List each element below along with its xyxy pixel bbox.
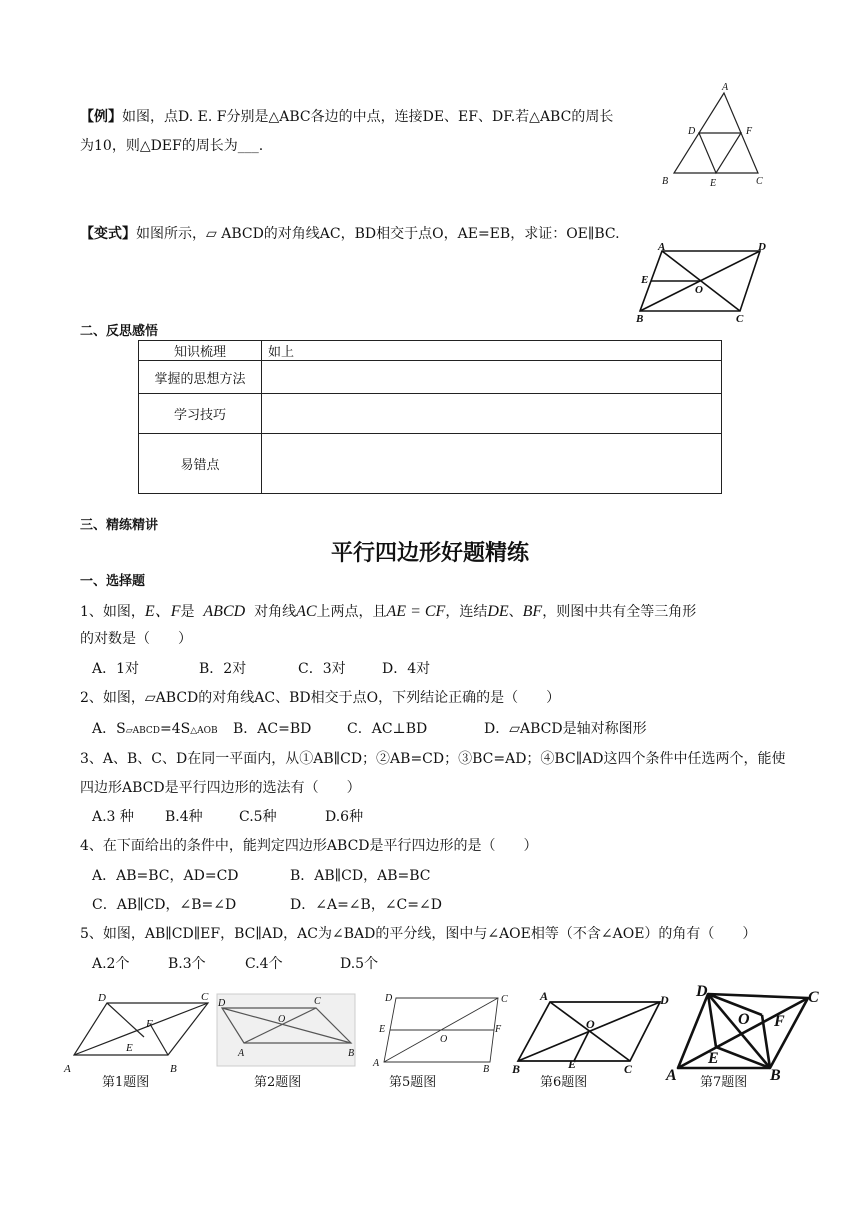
f6-label-c: C (624, 1062, 633, 1076)
f6-label-b: B (512, 1062, 521, 1076)
table-row (139, 341, 722, 361)
var-label-b: B (636, 313, 644, 325)
f5-label-a: A (373, 1058, 380, 1069)
f5-label-c: C (501, 994, 508, 1005)
table-value: 如上 (262, 341, 722, 361)
table-key: 易错点 (139, 434, 262, 494)
table-row (139, 434, 722, 494)
f1-label-a: A (64, 1063, 71, 1075)
f1-label-f: F (146, 1018, 153, 1030)
tri-label-e: E (710, 178, 717, 189)
f6-label-d: D (660, 993, 669, 1007)
q2-opt-a-sub: △AOB (190, 726, 218, 736)
table-key: 学习技巧 (139, 394, 262, 434)
table-value (262, 361, 722, 394)
f2-label-a: A (238, 1048, 245, 1059)
q1-option-c: C．3对 (298, 661, 346, 677)
tri-label-f: F (746, 126, 753, 137)
q2-opt-a-sub: ▱ABCD (125, 726, 161, 736)
fig7-caption: 第7题图 (700, 1075, 748, 1090)
f5-label-b: B (483, 1064, 490, 1075)
var-label-e: E (641, 274, 649, 286)
fig6-caption: 第6题图 (540, 1075, 588, 1090)
section2-heading: 二、反思感悟 (80, 324, 159, 339)
f1-label-d: D (98, 992, 106, 1004)
variant-text: 如图所示，▱ ABCD的对角线AC，BD相交于点O，AE=EB，求证：OE∥BC. (136, 226, 620, 242)
f1-label-b: B (170, 1063, 177, 1075)
f2-label-c: C (314, 996, 321, 1007)
q5-option-a: A.2个 (92, 956, 130, 972)
f7-label-o: O (738, 1011, 750, 1028)
example-text-1: 如图，点D. E. F分别是△ABC各边的中点，连接DE、EF、DF.若△ABC的周长 (122, 109, 614, 125)
f7-label-c: C (808, 989, 819, 1006)
q4-option-a: A．AB=BC，AD=CD (92, 868, 239, 884)
f2-label-d: D (218, 998, 226, 1009)
q1-var: AE = CF (386, 603, 446, 620)
q1-var: BF (522, 603, 543, 620)
var-label-d: D (758, 241, 766, 253)
q2-option-d: D．▱ABCD是轴对称图形 (484, 721, 647, 737)
f1-label-e: E (126, 1042, 133, 1054)
q3-option-c: C.5种 (239, 809, 277, 825)
q5-option-b: B.3个 (168, 956, 206, 972)
f6-label-a: A (540, 989, 549, 1003)
fig1-caption: 第1题图 (102, 1075, 150, 1090)
q1-text: 是 (180, 604, 195, 620)
q1-text: 对角线 (254, 604, 297, 620)
table-row (139, 394, 722, 434)
table-key: 掌握的思想方法 (139, 361, 262, 394)
q1-option-a: A．1对 (92, 661, 140, 677)
q2-option-b: B．AC=BD (233, 721, 312, 737)
tri-label-c: C (756, 176, 763, 187)
q2-option-c: C．AC⊥BD (347, 721, 428, 737)
f5-label-o: O (440, 1034, 448, 1045)
table-key: 知识梳理 (139, 341, 262, 361)
example-line-1 (80, 106, 613, 126)
example-tag: 【例】 (80, 109, 122, 125)
f7-label-f: F (774, 1013, 785, 1030)
fig6-diagram (510, 988, 680, 1074)
q4-question: 4、在下面给出的条件中，能判定四边形ABCD是平行四边形的是（ ） (80, 838, 538, 854)
q1-var: DE (487, 603, 509, 620)
f5-label-e: E (379, 1024, 386, 1035)
q1-option-d: D．4对 (382, 661, 431, 677)
q3-option-a: A.3 种 (92, 809, 134, 825)
q1-line-1 (80, 598, 696, 621)
q2-opt-a-text: =4S (160, 721, 191, 737)
f6-label-e: E (568, 1057, 577, 1071)
q4-option-d: D．∠A=∠B，∠C=∠D (290, 897, 442, 913)
q1-var: AC (296, 603, 317, 620)
triangle-figure (660, 80, 770, 190)
q1-text: 上两点，且 (316, 604, 387, 620)
q1-text: 1、如图， (80, 604, 145, 620)
q1-text: ，连结 (445, 604, 488, 620)
tri-label-b: B (662, 176, 669, 187)
f7-label-a: A (666, 1067, 677, 1084)
q1-option-b: B．2对 (199, 661, 247, 677)
q2-opt-a-text: A．S (92, 721, 126, 737)
f5-label-d: D (385, 993, 393, 1004)
q3-line-1: 3、A、B、C、D在同一平面内，从①AB∥CD；②AB=CD；③BC=AD；④BC∥AD这四个条件中任选两个，能使 (80, 751, 786, 767)
fig5-diagram (370, 990, 520, 1074)
tri-label-d: D (688, 126, 696, 137)
table-value (262, 434, 722, 494)
fig2-caption: 第2题图 (254, 1075, 302, 1090)
q1-text: 、 (508, 604, 523, 620)
variant-figure (632, 238, 772, 323)
q3-option-d: D.6种 (325, 809, 364, 825)
var-label-c: C (736, 313, 744, 325)
variant-line (80, 223, 620, 243)
reflection-table (138, 340, 722, 494)
f5-label-f: F (495, 1024, 502, 1035)
main-title: 平行四边形好题精练 (330, 541, 529, 566)
q3-option-b: B.4种 (165, 809, 203, 825)
q1-line-2: 的对数是（ ） (80, 631, 192, 647)
section3-heading: 三、精练精讲 (80, 518, 159, 533)
example-line-2: 为10，则△DEF的周长为___. (80, 138, 264, 154)
q4-option-b: B．AB∥CD，AB=BC (290, 868, 431, 884)
f1-label-c: C (201, 991, 209, 1003)
fig5-caption: 第5题图 (389, 1075, 437, 1090)
q5-option-c: C.4个 (245, 956, 283, 972)
q1-var: ABCD (203, 603, 246, 620)
f7-label-e: E (708, 1050, 719, 1067)
table-value (262, 394, 722, 434)
f2-label-o: O (278, 1014, 286, 1025)
q3-line-2: 四边形ABCD是平行四边形的选法有（ ） (80, 780, 361, 796)
part1-heading: 一、选择题 (80, 574, 146, 589)
f7-label-d: D (696, 983, 708, 1000)
var-label-a: A (658, 241, 666, 253)
q1-var: E、F (144, 603, 181, 620)
f6-label-o: O (586, 1017, 595, 1031)
fig1-diagram (62, 990, 222, 1076)
f2-label-b: B (348, 1048, 355, 1059)
fig2-diagram (216, 993, 362, 1071)
variant-tag: 【变式】 (80, 226, 136, 242)
q1-text: ，则图中共有全等三角形 (542, 604, 697, 620)
tri-label-a: A (722, 82, 729, 93)
q4-option-c: C．AB∥CD，∠B=∠D (92, 897, 237, 913)
table-row (139, 361, 722, 394)
q5-question: 5、如图，AB∥CD∥EF，BC∥AD，AC为∠BAD的平分线，图中与∠AOE相等（不含∠AOE）的角有（ ） (80, 926, 757, 942)
q2-option-a (92, 718, 218, 738)
var-label-o: O (695, 284, 703, 296)
q2-question: 2、如图，▱ABCD的对角线AC、BD相交于点O，下列结论正确的是（ ） (80, 690, 561, 706)
f7-label-b: B (770, 1067, 781, 1084)
q5-option-d: D.5个 (340, 956, 379, 972)
